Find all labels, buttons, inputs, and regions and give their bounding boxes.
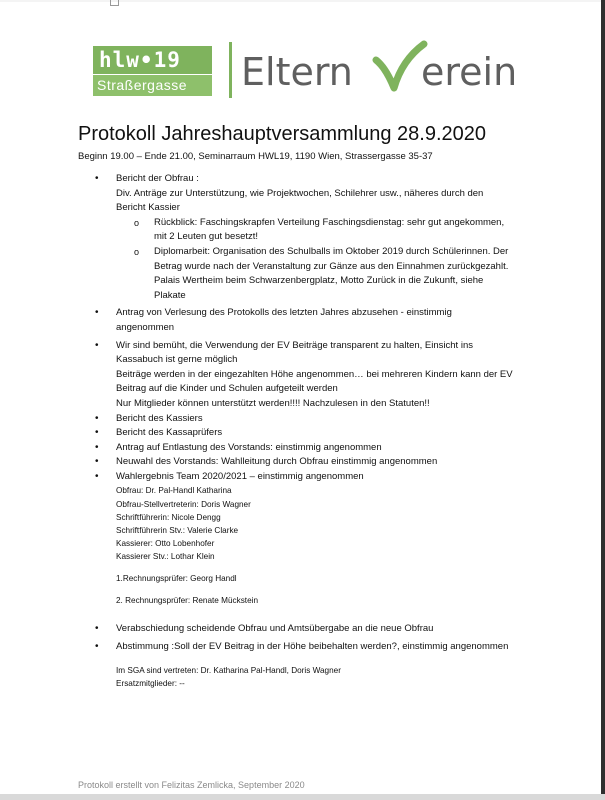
- text-line: • Bericht der Obfrau :: [116, 173, 199, 184]
- text-line: Kassabuch ist gerne möglich: [116, 354, 238, 366]
- list-item-verabschiedung: [78, 622, 548, 637]
- brand-word-eltern: Eltern: [241, 50, 353, 94]
- list-item-neuwahl: [78, 455, 548, 470]
- text-line: Plakate: [154, 289, 186, 301]
- team-member: Kassierer Stv.: Lothar Klein: [116, 552, 215, 562]
- list-item-protokoll: [78, 306, 548, 335]
- page-corner-mark: [110, 0, 119, 6]
- text-line: • Antrag von Verlesung des Protokolls des letzten Jahres abzusehen - einstimmig: [116, 307, 452, 319]
- school-logo-bottom: [93, 75, 212, 96]
- document-footer: Protokoll erstellt von Felizitas Zemlicka, September 2020: [78, 780, 305, 790]
- text-line: Beiträge werden in der eingezahlten Höhe angenommen… bei mehreren Kindern kann der EV: [116, 368, 513, 380]
- text-line: • Abstimmung :Soll der EV Beitrag in der Höhe beibehalten werden?, einstimmig angenommen: [116, 640, 509, 652]
- sga-info: [78, 664, 548, 690]
- page-top-border: [0, 0, 605, 2]
- text-line: • Verabschiedung scheidende Obfrau und Amtsübergabe an die neue Obfrau: [116, 623, 434, 635]
- list-item-entlastung: [78, 441, 548, 456]
- text-line: o Rückblick: Faschingskrapfen Verteilung Faschingsdienstag: sehr gut angekommen,: [154, 216, 505, 228]
- text-line: Bericht Kassier: [116, 202, 180, 214]
- text-line: • Bericht des Kassaprüfers: [116, 427, 223, 439]
- text-line: Palais Wertheim beim Schwarzenbergplatz, Motto Zurück in die Zukunft, siehe: [154, 275, 484, 287]
- list-item-kassapruefer: [78, 426, 548, 441]
- team-member: Schriftführerin: Nicole Dengg: [116, 512, 221, 522]
- brand-word-erein: erein: [421, 50, 518, 94]
- text-line: Div. Anträge zur Unterstützung, wie Projektwochen, Schilehrer usw., näheres durch den: [116, 187, 484, 199]
- list-item-wahlergebnis: [78, 470, 548, 485]
- school-logo: [93, 46, 212, 96]
- sublist-item-diplomarbeit: [78, 245, 548, 303]
- text-line: o Diplomarbeit: Organisation des Schulballs im Oktober 2019 durch Schülerinnen. Der: [154, 245, 509, 257]
- list-item-obfrau-report: [78, 172, 548, 216]
- list-item-kassier: [78, 412, 548, 427]
- text-line: Nur Mitglieder können unterstützt werden!!!! Nachzulesen in den Statuten!!: [116, 397, 430, 409]
- window-right-edge: [601, 0, 605, 800]
- text-line: 2. Rechnungsprüfer: Renate Mückstein: [116, 595, 258, 605]
- team-member: Obfrau: Dr. Pal-Handl Katharina: [116, 486, 232, 496]
- team-member: Kassierer: Otto Lobenhofer: [116, 539, 215, 549]
- auditor-1: [78, 572, 548, 585]
- text-line: • Antrag auf Entlastung des Vorstands: einstimmig angenommen: [116, 441, 382, 453]
- school-mark-text: hlw•19: [99, 48, 181, 72]
- team-member: Schriftführerin Stv.: Valerie Clarke: [116, 526, 239, 536]
- text-line: Betrag wurde nach der Veranstaltung zur Gänze aus den Einnahmen zurückgezahlt.: [154, 260, 509, 272]
- text-line: • Wir sind bemüht, die Verwendung der EV Beiträge transparent zu halten, Einsicht ins: [116, 339, 473, 351]
- text-line: Beitrag auf die Kinder und Schulen aufgeteilt werden: [116, 383, 338, 395]
- logo-divider: [229, 42, 232, 98]
- brand-checkmark-icon: [372, 40, 428, 92]
- sublist-item-rueckblick: [78, 216, 548, 245]
- list-item-transparenz: [78, 339, 548, 412]
- document-title: Protokoll Jahreshauptversammlung 28.9.2020: [78, 123, 487, 145]
- team-list: [78, 484, 548, 563]
- text-line: Im SGA sind vertreten: Dr. Katharina Pal-Handl, Doris Wagner: [116, 666, 341, 676]
- school-logo-top: [93, 46, 212, 74]
- list-item-abstimmung: [78, 640, 548, 655]
- protocol-body: [78, 172, 548, 691]
- text-line: Ersatzmitglieder: --: [116, 679, 185, 689]
- text-line: mit 2 Leuten gut besetzt!: [154, 231, 259, 243]
- text-line: 1.Rechnungsprüfer: Georg Handl: [116, 573, 237, 583]
- team-member: Obfrau-Stellvertreterin: Doris Wagner: [116, 499, 251, 509]
- document-subtitle: Beginn 19.00 – Ende 21.00, Seminarraum HWL19, 1190 Wien, Strassergasse 35-37: [78, 151, 433, 162]
- text-line: angenommen: [116, 321, 175, 333]
- text-line: • Neuwahl des Vorstands: Wahlleitung durch Obfrau einstimmig angenommen: [116, 456, 438, 468]
- text-line: • Wahlergebnis Team 2020/2021 – einstimmig angenommen: [116, 470, 364, 482]
- text-line: • Bericht des Kassiers: [116, 412, 203, 424]
- window-bottom-edge: [0, 794, 605, 800]
- auditor-2: [78, 594, 548, 607]
- school-street-text: Straßergasse: [97, 77, 188, 93]
